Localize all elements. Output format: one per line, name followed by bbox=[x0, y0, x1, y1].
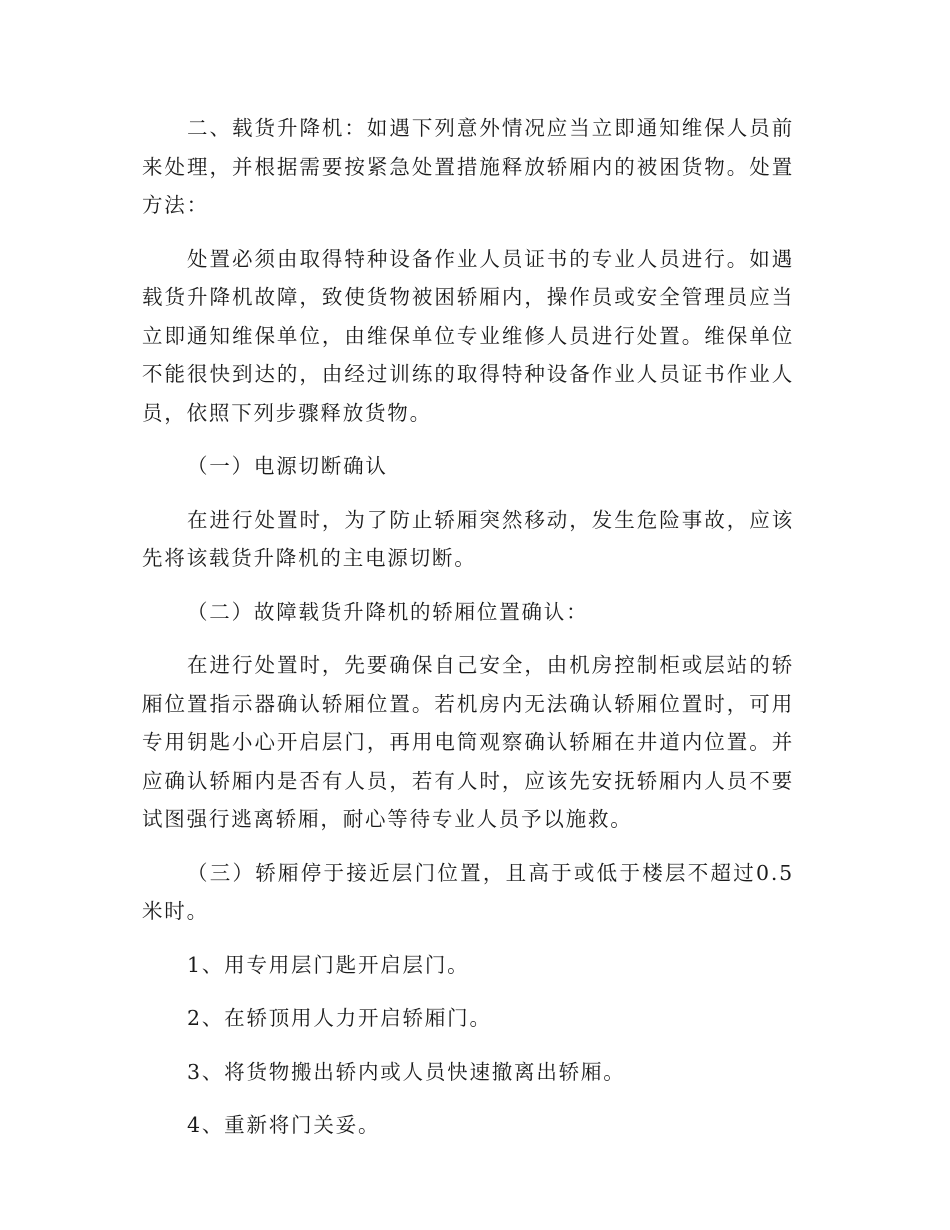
step-4: 4、重新将门关妥。 bbox=[187, 1113, 381, 1137]
heading-power-cutoff: （一）电源切断确认 bbox=[187, 454, 388, 478]
heading-near-landing: （三）轿厢停于接近层门位置，且高于或低于楼层不超过0.5米时。 bbox=[142, 860, 794, 923]
document-body bbox=[142, 109, 794, 1160]
step-1: 1、用专用层门匙开启层门。 bbox=[187, 952, 470, 977]
step-2: 2、在轿顶用人力开启轿厢门。 bbox=[187, 1006, 492, 1030]
paragraph-power-cutoff: 在进行处置时，为了防止轿厢突然移动，发生危险事故，应该先将该载货升降机的主电源切断。 bbox=[142, 507, 794, 570]
paragraph-car-position: 在进行处置时，先要确保自己安全，由机房控制柜或层站的轿厢位置指示器确认轿厢位置。若机房内无法确认轿厢位置时，可用专用钥匙小心开启层门，再用电筒观察确认轿厢在井道内位置。并应确认轿厢内是否有人员，若有人时，应该先安抚轿厢内人员不要试图强行逃离轿厢，耐心等待专业人员予以施救。 bbox=[142, 653, 794, 831]
heading-car-position: （二）故障载货升降机的轿厢位置确认： bbox=[187, 599, 589, 624]
paragraph-cargo-lift-intro: 二、载货升降机：如遇下列意外情况应当立即通知维保人员前来处理，并根据需要按紧急处置措施释放轿厢内的被困货物。处置方法： bbox=[142, 116, 794, 217]
step-3: 3、将货物搬出轿内或人员快速撤离出轿厢。 bbox=[187, 1059, 626, 1084]
paragraph-qualified-personnel: 处置必须由取得特种设备作业人员证书的专业人员进行。如遇载货升降机故障，致使货物被困轿厢内，操作员或安全管理员应当立即通知维保单位，由维保单位专业维修人员进行处置。维保单位不能很快到达的，由经过训练的取得特种设备作业人员证书作业人员，依照下列步骤释放货物。 bbox=[142, 246, 794, 425]
